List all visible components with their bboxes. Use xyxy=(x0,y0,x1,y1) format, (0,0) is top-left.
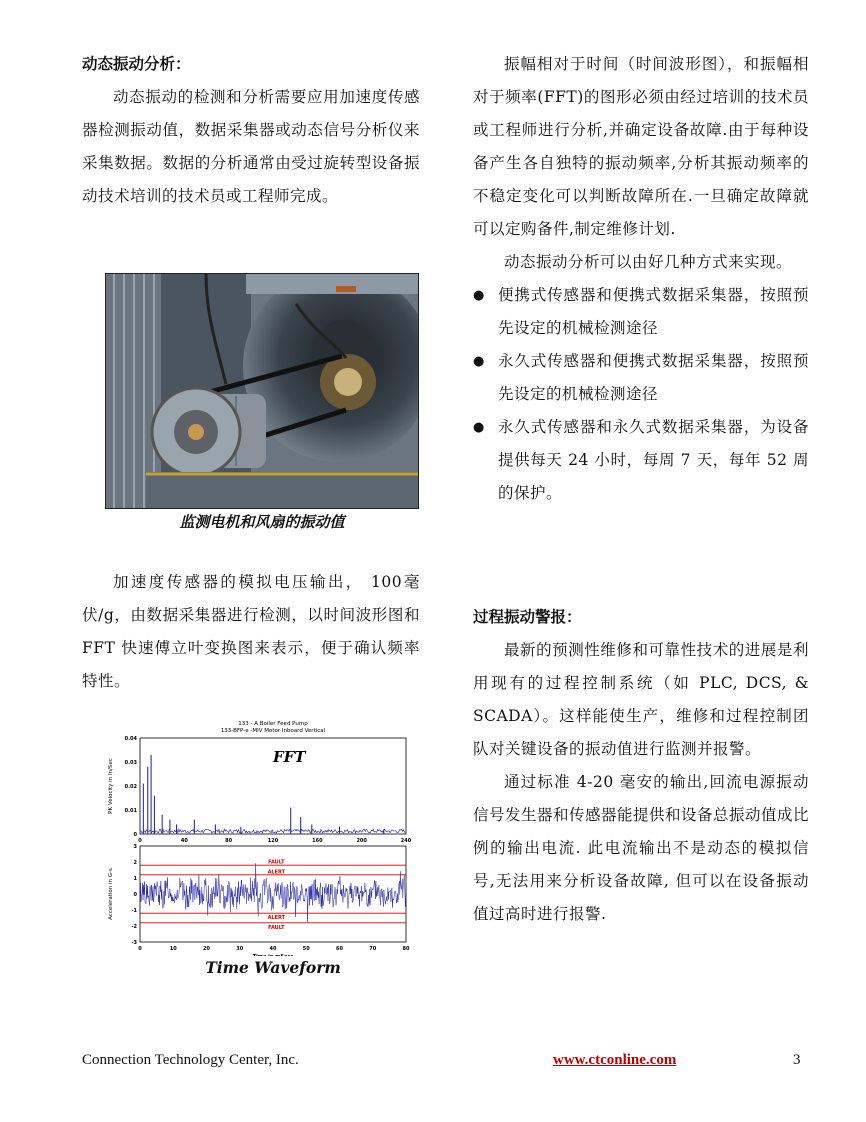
bullet-icon: ● xyxy=(473,354,485,369)
x-tick-label: 70 xyxy=(369,946,377,952)
paragraph: 动态振动的检测和分析需要应用加速度传感器检测振动值，数据采集器或动态信号分析仪来采集数据。数据的分析通常由受过旋转型设备振动技术培训的技术员或工程师完成。 xyxy=(82,88,420,205)
x-tick-label: 10 xyxy=(169,946,177,952)
x-tick-label: 120 xyxy=(267,838,279,844)
paragraph: 振幅相对于时间（时间波形图），和振幅相对于频率(FFT)的图形必须由经过培训的技术员或工程师进行分析,并确定设备故障.由于每种设备产生各自独特的振动频率,分析其振动频率的不稳定变化可以判断故障所在.一旦确定故障就可以定购备件,制定维修计划. xyxy=(473,55,809,238)
x-tick-label: 0 xyxy=(138,838,142,844)
x-tick-label: 200 xyxy=(356,838,367,844)
right-column-lower xyxy=(473,601,809,931)
list-item xyxy=(473,345,809,411)
paragraph: 最新的预测性维修和可靠性技术的进展是利用现有的过程控制系统（如 PLC, DCS, & SCADA）。这样能使生产，维修和过程控制团队对关键设备的振动值进行监测并报警。 xyxy=(473,641,809,758)
x-tick-label: 20 xyxy=(203,946,210,952)
x-tick-label: 60 xyxy=(336,946,343,952)
chart-annotation: FFT xyxy=(273,748,306,766)
paragraph: 通过标准 4-20 毫安的输出,回流电源振动信号发生器和传感器能提供和设备总振动值成比例的输出电流. 此电流输出不是动态的模拟信号,无法用来分析设备故障, 但可以在设备振动值过高时进行报警. xyxy=(473,773,810,923)
x-tick-label: 0 xyxy=(138,946,142,952)
paragraph: 动态振动分析可以由好几种方式来实现。 xyxy=(504,253,793,271)
list-item-text: 便携式传感器和便携式数据采集器，按照预先设定的机械检测途径 xyxy=(498,286,809,337)
footer-website-link[interactable]: www.ctconline.com xyxy=(553,1052,677,1068)
y-tick-label: 2 xyxy=(133,860,137,866)
y-tick-label: 0.04 xyxy=(124,736,137,742)
right-column xyxy=(473,48,809,510)
x-tick-label: 80 xyxy=(402,946,410,952)
list-item-text: 永久式传感器和便携式数据采集器，按照预先设定的机械检测途径 xyxy=(498,352,809,403)
list-item-text: 永久式传感器和永久式数据采集器，为设备提供每天 24 小时，每周 7 天，每年 52 周的保护。 xyxy=(498,418,809,502)
left-column xyxy=(82,48,420,213)
list-item xyxy=(473,411,809,510)
left-column-lower xyxy=(82,566,420,698)
y-tick-label: -2 xyxy=(131,924,137,930)
y-tick-label: 0 xyxy=(133,892,137,898)
footer-company: Connection Technology Center, Inc. xyxy=(82,1052,299,1068)
bullet-icon: ● xyxy=(473,288,485,303)
x-tick-label: 80 xyxy=(225,838,233,844)
motor-fan-photo xyxy=(105,273,419,509)
y-axis-label: PK Velocity in In/Sec xyxy=(108,758,114,814)
vibration-charts xyxy=(102,718,420,956)
x-tick-label: 30 xyxy=(236,946,244,952)
threshold-label: FAULT xyxy=(268,859,285,866)
y-tick-label: -3 xyxy=(131,940,137,946)
y-tick-label: 0.02 xyxy=(124,784,137,790)
chart-caption: Time Waveform xyxy=(205,958,341,977)
paragraph: 加速度传感器的模拟电压输出， 100毫伏/g，由数据采集器进行检测，以时间波形图和 FFT 快速傅立叶变换图来表示，便于确认频率特性。 xyxy=(82,573,420,690)
threshold-label: ALERT xyxy=(267,915,286,922)
y-axis-label: Acceleration in G-s xyxy=(108,868,114,920)
chart-title: 133 - A Boiler Feed Pump xyxy=(238,721,308,727)
list-item xyxy=(473,279,809,345)
section-heading-process-alarm: 过程振动警报： xyxy=(473,608,582,626)
section-heading-dynamic-vibration: 动态振动分析： xyxy=(82,55,191,73)
photo-caption: 监测电机和风扇的振动值 xyxy=(179,513,345,531)
y-tick-label: 1 xyxy=(133,876,137,882)
y-tick-label: 0.03 xyxy=(124,760,137,766)
threshold-label: FAULT xyxy=(268,924,285,931)
y-tick-label: 3 xyxy=(133,844,137,850)
y-tick-label: 0 xyxy=(133,832,137,838)
bullet-icon: ● xyxy=(473,420,485,435)
chart-subtitle: 133-BFP-e -MIV Motor Inboard Vertical xyxy=(220,728,326,734)
bullet-list xyxy=(473,279,809,510)
x-tick-label: 40 xyxy=(269,946,277,952)
threshold-label: ALERT xyxy=(267,869,286,876)
x-tick-label: 40 xyxy=(180,838,188,844)
page-number: 3 xyxy=(793,1052,801,1068)
x-tick-label: 50 xyxy=(302,946,310,952)
x-tick-label: 240 xyxy=(400,838,412,844)
x-axis-label xyxy=(253,954,294,956)
y-tick-label: 0.01 xyxy=(124,808,137,814)
x-tick-label: 160 xyxy=(312,838,323,844)
y-tick-label: -1 xyxy=(131,908,137,914)
